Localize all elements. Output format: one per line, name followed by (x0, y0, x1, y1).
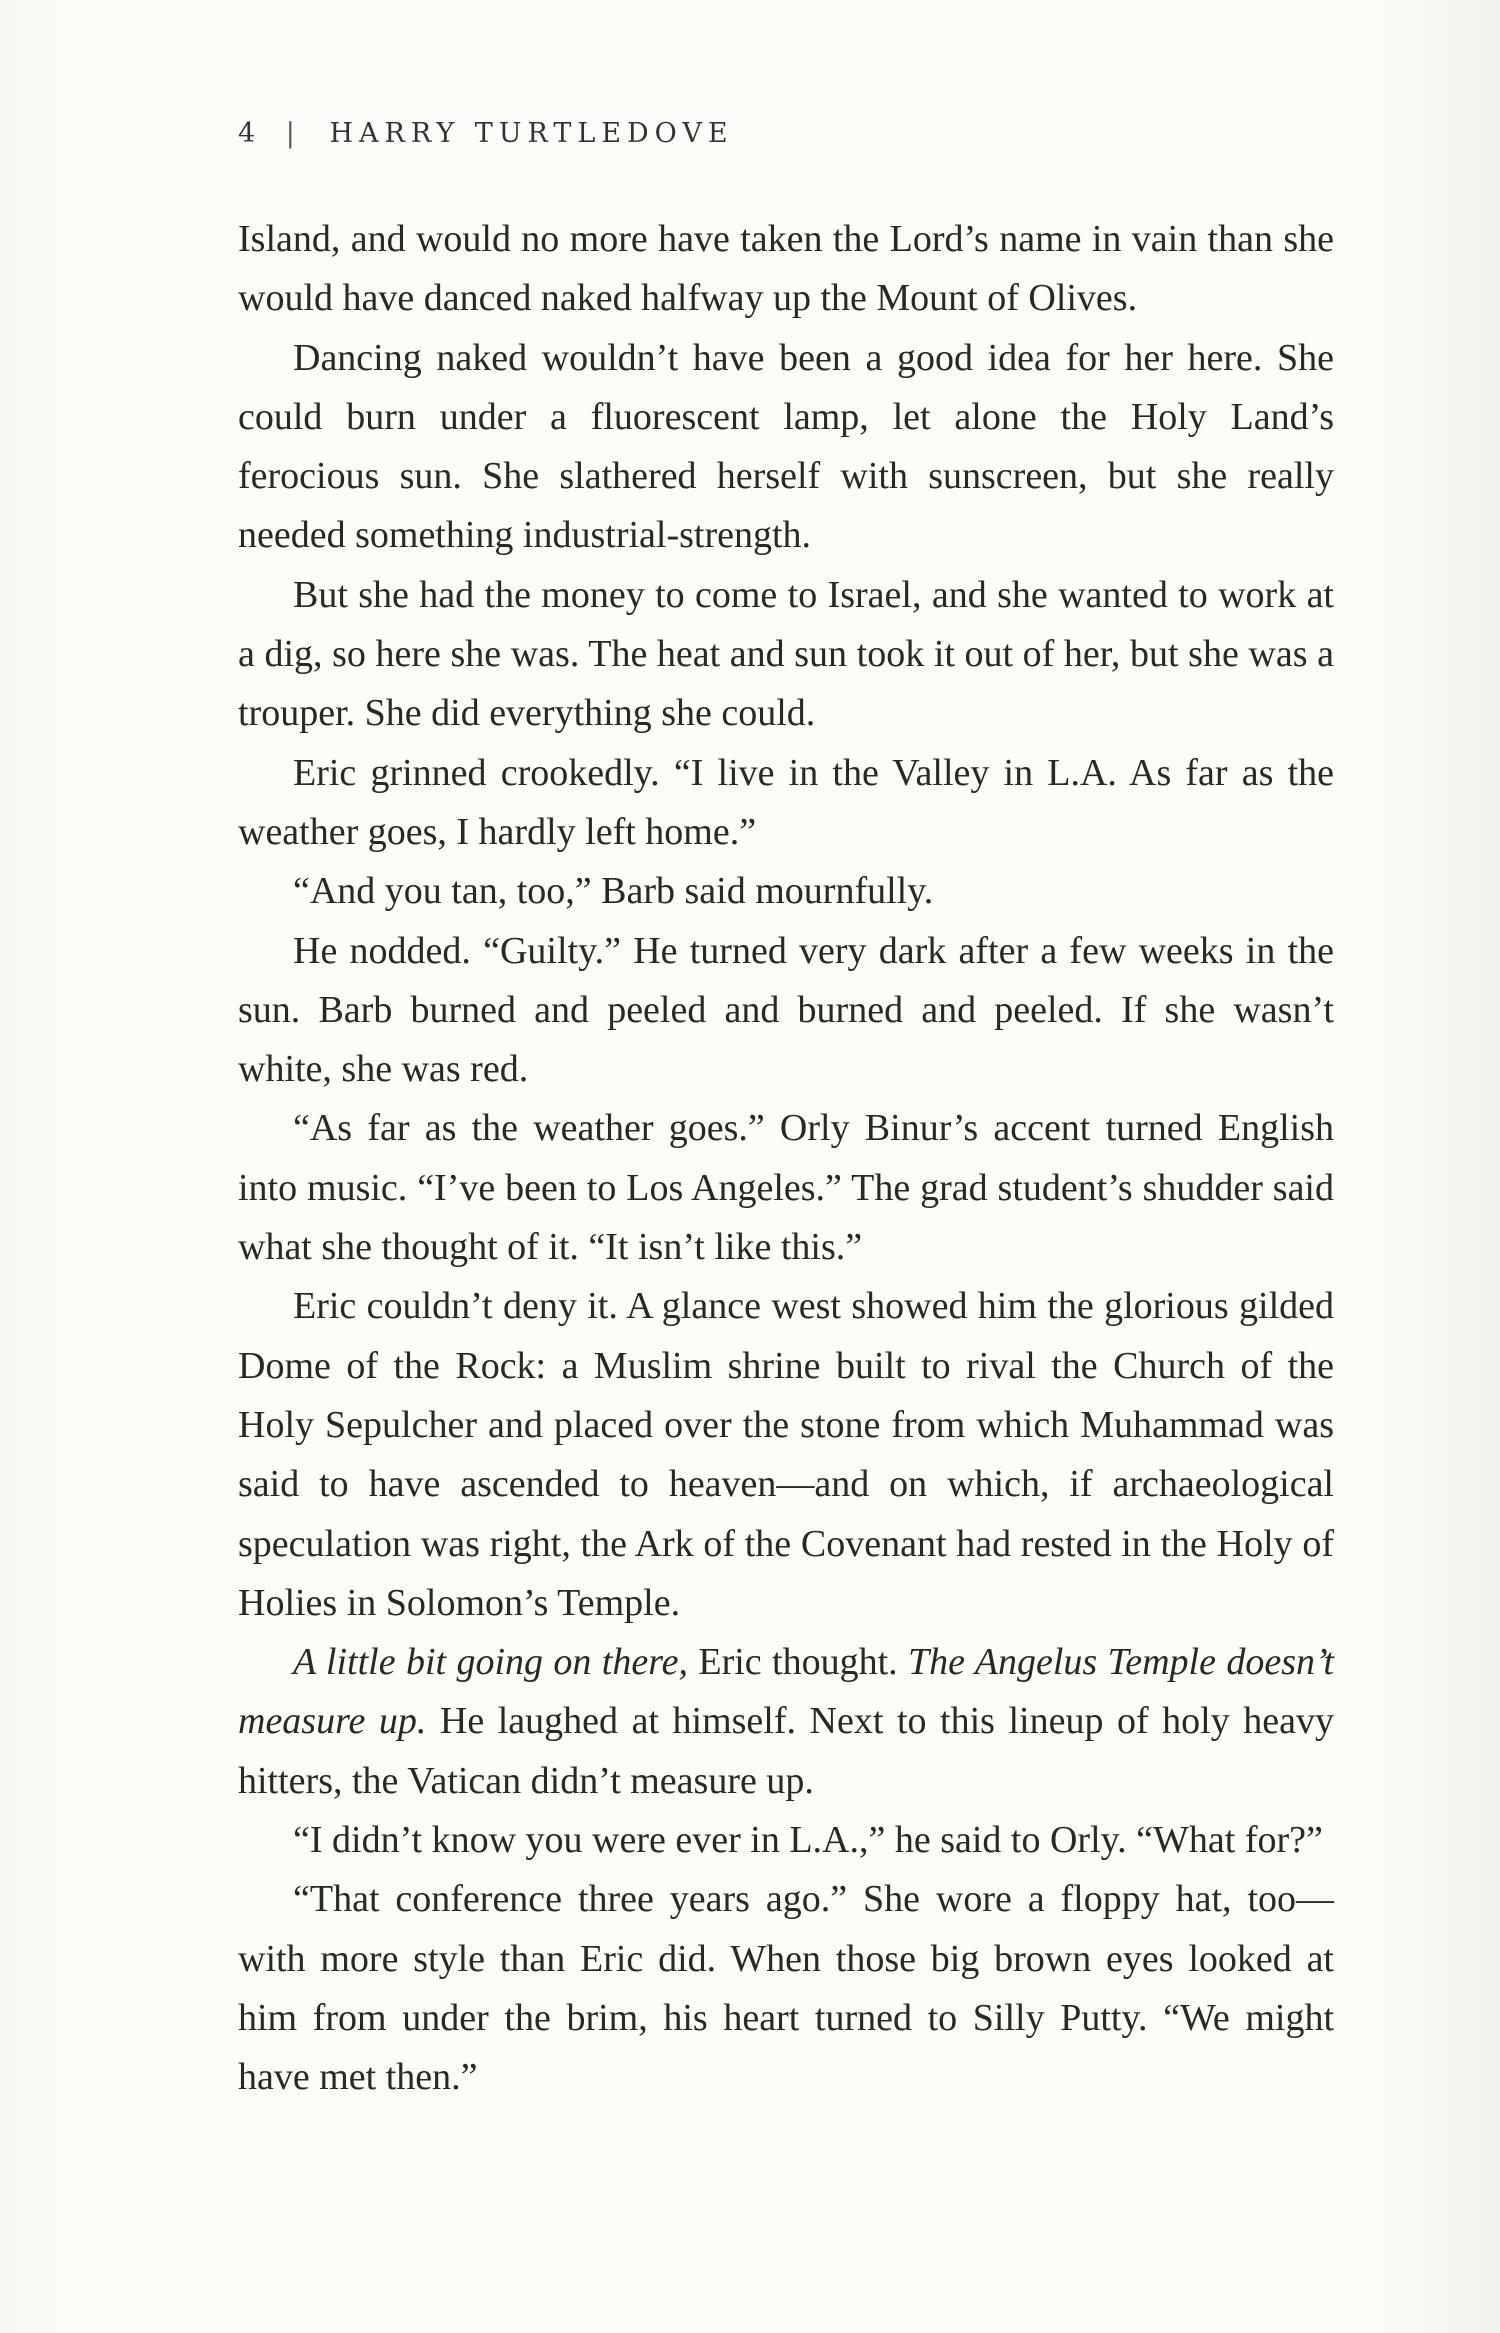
paragraph-2: Dancing naked wouldn’t have been a good idea for her here. She could burn under a fluorescent lamp, let alone the Holy Land’s ferocious sun. She slathered herself with sunscreen, but she really needed something industrial-strength. (238, 336, 1334, 557)
paragraph-6: He nodded. “Guilty.” He turned very dark after a few weeks in the sun. Barb burned and peeled and burned and peeled. If she wasn’t white, she was red. (238, 929, 1334, 1091)
body-text (238, 210, 1334, 2108)
italic-thought-1: A little bit going on there, (293, 1641, 688, 1684)
italic-thought-2: The Angelus Temple doesn’t measure up. (238, 1641, 1334, 1743)
paragraph-4: Eric grinned crookedly. “I live in the Valley in L.A. As far as the weather goes, I hardly left home.” (238, 751, 1334, 853)
running-head (238, 118, 734, 149)
paragraph-7: “As far as the weather goes.” Orly Binur’s accent turned English into music. “I’ve been to Los Angeles.” The grad student’s shudder said what she thought of it. “It isn’t like this.” (238, 1107, 1334, 1269)
paragraph-11: “That conference three years ago.” She wore a floppy hat, too—with more style than Eric did. When those big brown eyes looked at him from under the brim, his heart turned to Silly Putty. “We might have met then.” (238, 1878, 1334, 2099)
paragraph-3: But she had the money to come to Israel, and she wanted to work at a dig, so here she was. The heat and sun took it out of her, but she was a trouper. She did everything she could. (238, 573, 1334, 735)
author-name: HARRY TURTLEDOVE (329, 118, 734, 149)
paragraph-10: “I didn’t know you were ever in L.A.,” he said to Orly. “What for?” (293, 1819, 1323, 1862)
paragraph-9 (238, 1633, 1334, 1811)
paragraph-8: Eric couldn’t deny it. A glance west showed him the glorious gilded Dome of the Rock: a Muslim shrine built to rival the Church of the Holy Sepulcher and placed over the stone from which Muhammad was said to have ascended to heaven—and on which, if archaeological speculation was right, the Ark of the Covenant had rested in the Holy of Holies in Solomon’s Temple. (238, 1285, 1334, 1624)
paragraph-9-text-2: He laughed at himself. Next to this lineup of holy heavy hitters, the Vatican didn’t measure up. (238, 1700, 1334, 1802)
paragraph-5: “And you tan, too,” Barb said mournfully. (293, 870, 934, 913)
page-number: 4 (238, 118, 262, 149)
paragraph-9-text-1: Eric thought. (687, 1641, 909, 1684)
header-separator: | (285, 118, 301, 149)
paragraph-1: Island, and would no more have taken the Lord’s name in vain than she would have danced naked halfway up the Mount of Olives. (238, 218, 1334, 320)
